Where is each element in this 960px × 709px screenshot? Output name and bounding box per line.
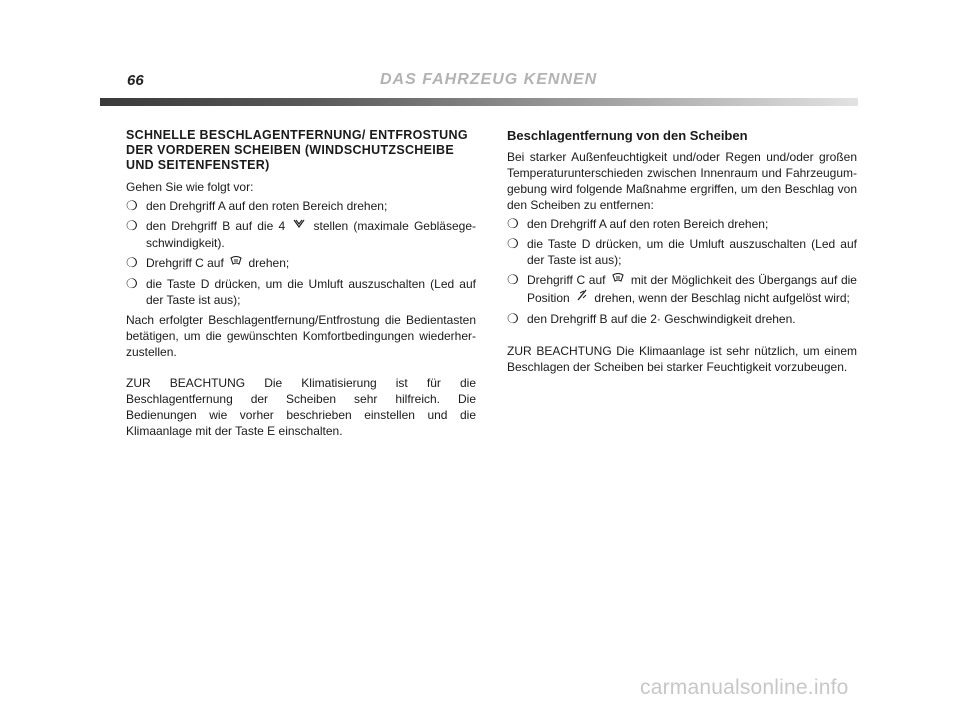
note-text: ZUR BEACHTUNG Die Klimatisierung ist für die Beschlagentfernung der Scheiben sehr hilfreich. Die Bedienungen wie vorher beschrieben einstellen und die Klimaanlage mit der Taste E einschalten. <box>126 376 476 438</box>
spacer <box>507 331 857 343</box>
bullet-icon: ❍ <box>126 198 138 213</box>
watermark: carmanualsonline.info <box>640 676 849 699</box>
footwell-windscreen-icon <box>576 289 588 307</box>
list-item-text: Drehgriff C auf <box>527 273 606 287</box>
bullet-icon: ❍ <box>126 255 138 270</box>
header-rule <box>100 98 858 106</box>
intro-text: Bei starker Außenfeuchtigkeit und/oder Regen und/oder großen Temperaturunterschieden zwischen Innenraum und Fahrzeugumgebung wird folgende Maßnahme ergriffen, um den Beschlag von den Scheiben zu entfernen: <box>507 150 857 212</box>
list-item <box>507 216 857 232</box>
fan-speed-icon <box>293 219 305 235</box>
note-text: ZUR BEACHTUNG Die Klimaanlage ist sehr nützlich, um einem Beschlagen der Scheiben bei starker Feuchtigkeit vorzubeugen. <box>507 344 857 374</box>
list-item-text: mit der Möglichkeit des Übergangs auf die Position <box>527 273 857 305</box>
running-title: DAS FAHRZEUG KENNEN <box>380 71 598 88</box>
after-text: Nach erfolgter Beschlagentfernung/Entfrostung die Bedientasten betätigen, um die gewünschten Komfortbedingungen wiederherzustellen. <box>126 313 476 359</box>
bullet-icon: ❍ <box>507 236 519 251</box>
bullet-icon: ❍ <box>126 276 138 291</box>
left-column <box>126 128 476 442</box>
list-item-text: den Drehgriff A auf den roten Bereich drehen; <box>146 199 388 213</box>
list-item-text: Drehgriff C auf <box>146 256 224 270</box>
page-number: 66 <box>127 72 144 89</box>
windscreen-defrost-icon <box>230 256 242 272</box>
instruction-list <box>507 216 857 327</box>
list-item-text: drehen; <box>248 256 290 270</box>
right-column <box>507 128 857 378</box>
list-item <box>507 311 857 327</box>
spacer <box>126 363 476 375</box>
section-heading-quick-defrost: SCHNELLE BESCHLAGENTFERNUNG/ ENTFROSTUNG DER VORDEREN SCHEIBEN (WINDSCHUTZSCHEIBE UND SEITENFENSTER) <box>126 128 468 172</box>
list-item <box>126 255 476 272</box>
instruction-list <box>126 198 476 308</box>
intro-text: Gehen Sie wie folgt vor: <box>126 180 254 194</box>
list-item-text: den Drehgriff A auf den roten Bereich drehen; <box>527 217 769 231</box>
windscreen-defrost-icon <box>612 273 624 289</box>
bullet-icon: ❍ <box>507 311 519 326</box>
bullet-icon: ❍ <box>507 216 519 231</box>
bullet-icon: ❍ <box>126 218 138 233</box>
list-item-text: die Taste D drücken, um die Umluft auszuschalten (Led auf der Taste ist aus); <box>527 237 857 267</box>
list-item <box>126 218 476 251</box>
list-item-text: drehen, wenn der Beschlag nicht aufgelöst wird; <box>594 291 850 305</box>
section-heading-defogging: Beschlagentfernung von den Scheiben <box>507 128 748 143</box>
list-item-text: die Taste D drücken, um die Umluft auszuschalten (Led auf der Taste ist aus); <box>146 277 476 307</box>
bullet-icon: ❍ <box>507 272 519 287</box>
list-item-text: den Drehgriff B auf die 2· Geschwindigkeit drehen. <box>527 312 796 326</box>
list-item <box>507 236 857 268</box>
list-item <box>507 272 857 307</box>
list-item-text: den Drehgriff B auf die 4 <box>146 219 286 233</box>
list-item <box>126 276 476 308</box>
list-item <box>126 198 476 214</box>
list-item-text: stellen (maximale Gebläsegeschwindigkeit). <box>146 219 476 250</box>
